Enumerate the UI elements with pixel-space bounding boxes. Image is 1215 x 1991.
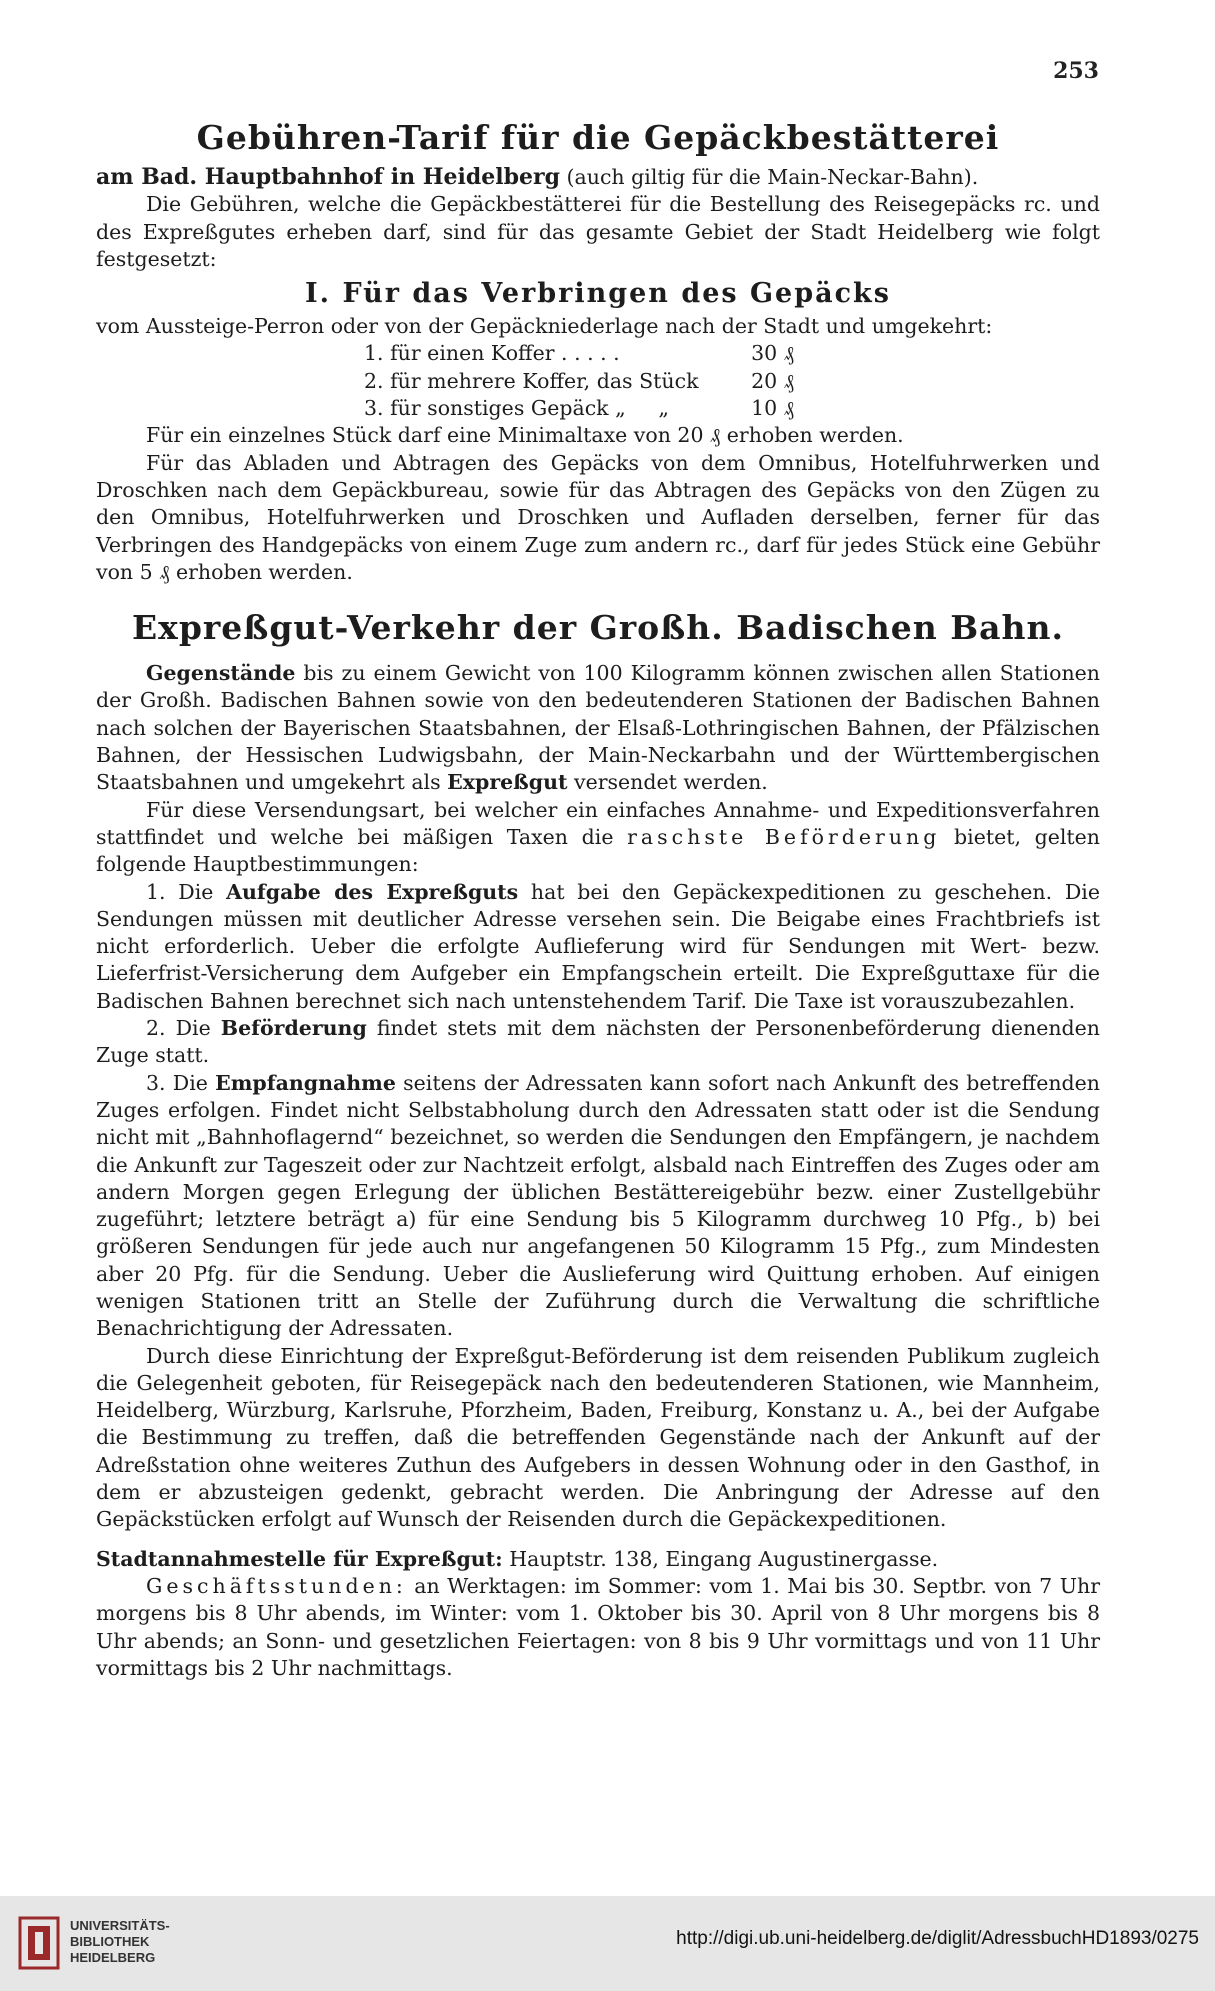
library-logo-text (70, 1918, 170, 1966)
rule3-bold: Empfangnahme (215, 1070, 396, 1095)
subtitle-bold: am Bad. Hauptbahnhof in Heidelberg (96, 164, 560, 190)
hours-paragraph (96, 1573, 1100, 1682)
rule2-text: findet stets mit dem nächsten der Personenbeförderung dienenden Zuge statt. (96, 1016, 1100, 1068)
footer-bar (0, 1896, 1215, 1991)
versendung-paragraph (96, 797, 1100, 879)
intro-paragraph: Die Gebühren, welche die Gepäckbestätterei für die Bestellung des Reisegepäcks rc. und des Expreßgutes erheben darf, sind für das gesamte Gebiet der Stadt Heidelberg wie folgt festgesetzt: (96, 192, 1100, 271)
rule2-prefix: 2. Die (146, 1016, 221, 1041)
einrichtung-paragraph: Durch diese Einrichtung der Expreßgut-Beförderung ist dem reisenden Publikum zugleich die Gelegenheit geboten, für Reisegepäck nach den bedeutenderen Stationen, wie Mannheim, Heidelberg, Würzburg, Karlsruhe, Pforzheim, Baden, Freiburg, Konstanz u. A., bei der Aufgabe die Bestimmung zu treffen, daß die betreffenden Gegenstände nach der Ankunft auf der Adreßstation ohne weiteres Zuthun des Aufgebers in dessen Wohnung oder in den Gasthof, in dem er abzusteigen gedenkt, gebracht werden. Die Anbringung der Adresse auf den Gepäckstücken erfolgt auf Wunsch der Reisenden durch die Gepäckexpeditionen. (96, 1343, 1100, 1532)
hours-text: an Werktagen: im Sommer: vom 1. Mai bis 30. Septbr. von 7 Uhr morgens bis 8 Uhr abends, im Winter: vom 1. Oktober bis 30. April von 8 Uhr morgens bis 8 Uhr abends; an Sonn- und gesetzlichen Feiertagen: von 8 bis 9 Uhr vormittags und von 11 Uhr vormittags bis 2 Uhr nachmittags. (96, 1573, 1100, 1680)
rule1-bold: Aufgabe des Expreßguts (226, 879, 519, 904)
fee-label: 3. für sonstiges Gepäck „ „ (364, 396, 669, 421)
versendung-text1: Für diese Versendungsart, bei welcher ein einfaches Annahme- und Expeditionsverfahren stattfindet und welche bei mäßigen Taxen die (96, 797, 1100, 849)
fee-row (364, 395, 1100, 422)
fee-row (364, 340, 1100, 367)
minimal-tax-paragraph: Für ein einzelnes Stück darf eine Minimaltaxe von 20 ₰ erhoben werden. (146, 423, 904, 448)
rule1-text: hat bei den Gepäckexpeditionen zu geschehen. Die Sendungen müssen mit deutlicher Adresse versehen sein. Die Beigabe eines Frachtbriefs ist nicht erforderlich. Ueber die erfolgte Auflieferung wird für Sendungen mit Wert- bezw. Lieferfrist-Versicherung dem Aufgeber ein Empfangschein erteilt. Die Expreßguttaxe für die Badischen Bahnen berechnet sich nach untenstehendem Tarif. Die Taxe ist vorauszubezahlen. (96, 879, 1100, 1013)
fee-row (364, 368, 1100, 395)
section1-heading: I. Für das Verbringen des Gepäcks (305, 278, 891, 310)
hours-label: Geschäftsstunden: (146, 1573, 407, 1598)
source-url-link[interactable]: http://digi.ub.uni-heidelberg.de/diglit/AdressbuchHD1893/0275 (676, 1928, 1199, 1949)
stadtannahme-text: Hauptstr. 138, Eingang Augustinergasse. (502, 1546, 939, 1571)
gegenstaende-paragraph (96, 660, 1100, 796)
stadtannahme-line (96, 1546, 1100, 1573)
gegenstaende-text2: versendet werden. (567, 770, 768, 795)
stadtannahme-bold: Stadtannahmestelle für Expreßgut: (96, 1546, 503, 1571)
subtitle-rest: (auch giltig für die Main-Neckar-Bahn). (560, 165, 979, 189)
page-title: Gebühren-Tarif für die Gepäckbestätterei (196, 118, 1000, 157)
page-body (96, 118, 1100, 1682)
subtitle (96, 164, 1100, 191)
fee-amount: 20 ₰ (751, 368, 794, 393)
fee-amount: 10 ₰ (751, 396, 794, 421)
rule-2 (96, 1015, 1100, 1070)
rule1-prefix: 1. Die (146, 879, 227, 904)
rule-1 (96, 879, 1100, 1015)
fee-label: 2. für mehrere Koffer, das Stück (364, 368, 699, 393)
versendung-spaced: raschste Beförderung (627, 824, 941, 849)
versendung-text2: bietet, gelten folgende Hauptbestimmungen: (96, 824, 1100, 877)
rule3-text: seitens der Adressaten kann sofort nach Ankunft des betreffenden Zuges erfolgen. Findet nicht Selbstabholung durch den Adressaten statt oder ist die Sendung nicht mit „Bahnhoflagernd“ bezeichnet, so werden die Sendungen den Empfängern, je nachdem die Ankunft zur Tageszeit oder zur Nachtzeit erfolgt, alsbald nach Eintreffen des Zuges oder am andern Morgen gegen Erlegung der üblichen Bestättereigebühr bezw. einer Zustellgebühr zugeführt; letztere beträgt a) für eine Sendung bis 5 Kilogramm durchweg 10 Pfg., b) bei größeren Sendungen für jede auch nur angefangenen 50 Kilogramm 15 Pfg., zum Mindesten aber 20 Pfg. für die Sendung. Ueber die Auslieferung wird Quittung erhoben. Auf einigen wenigen Stationen tritt an Stelle der Zuführung durch die Verwaltung die schriftliche Benachrichtigung der Adressaten. (96, 1070, 1100, 1341)
logo-line: HEIDELBERG (70, 1950, 156, 1965)
fee-label: 1. für einen Koffer . . . . . (364, 341, 620, 366)
express-heading: Expreßgut-Verkehr der Großh. Badischen Bahn. (132, 608, 1064, 648)
rule2-bold: Beförderung (220, 1016, 367, 1041)
gegenstaende-bold: Expreßgut (447, 770, 568, 795)
page-number: 253 (1053, 58, 1099, 84)
logo-line: BIBLIOTHEK (70, 1934, 150, 1949)
fee-list (364, 340, 1100, 422)
university-seal-icon (18, 1916, 60, 1970)
gegenstaende-text1: bis zu einem Gewicht von 100 Kilogramm können zwischen allen Stationen der Großh. Badischen Bahnen sowie von den bedeutenderen Stationen der Badischen Bahnen nach solchen der Bayerischen Staatsbahnen, der Elsaß-Lothringischen Bahnen, der Pfälzischen Bahnen, der Hessischen Ludwigsbahn, der Main-Neckarbahn und der Württembergischen Staatsbahnen und umgekehrt als (96, 661, 1100, 795)
section1-text: vom Aussteige-Perron oder von der Gepäckniederlage nach der Stadt und umgekehrt: (96, 314, 993, 339)
omnibus-paragraph: Für das Abladen und Abtragen des Gepäcks von dem Omnibus, Hotelfuhrwerken und Droschken nach dem Gepäckbureau, sowie für das Abtragen des Gepäcks von den Zügen zu den Omnibus, Hotelfuhrwerken und Droschken und Aufladen derselben, ferner für das Verbringen des Handgepäcks von einem Zuge zum andern rc., darf für jedes Stück eine Gebühr von 5 ₰ erhoben werden. (96, 450, 1100, 584)
rule-3 (96, 1070, 1100, 1343)
gegenstaende-label: Gegenstände (146, 661, 296, 686)
rule3-prefix: 3. Die (146, 1070, 216, 1095)
fee-amount: 30 ₰ (751, 341, 794, 366)
logo-line: UNIVERSITÄTS- (70, 1918, 170, 1933)
